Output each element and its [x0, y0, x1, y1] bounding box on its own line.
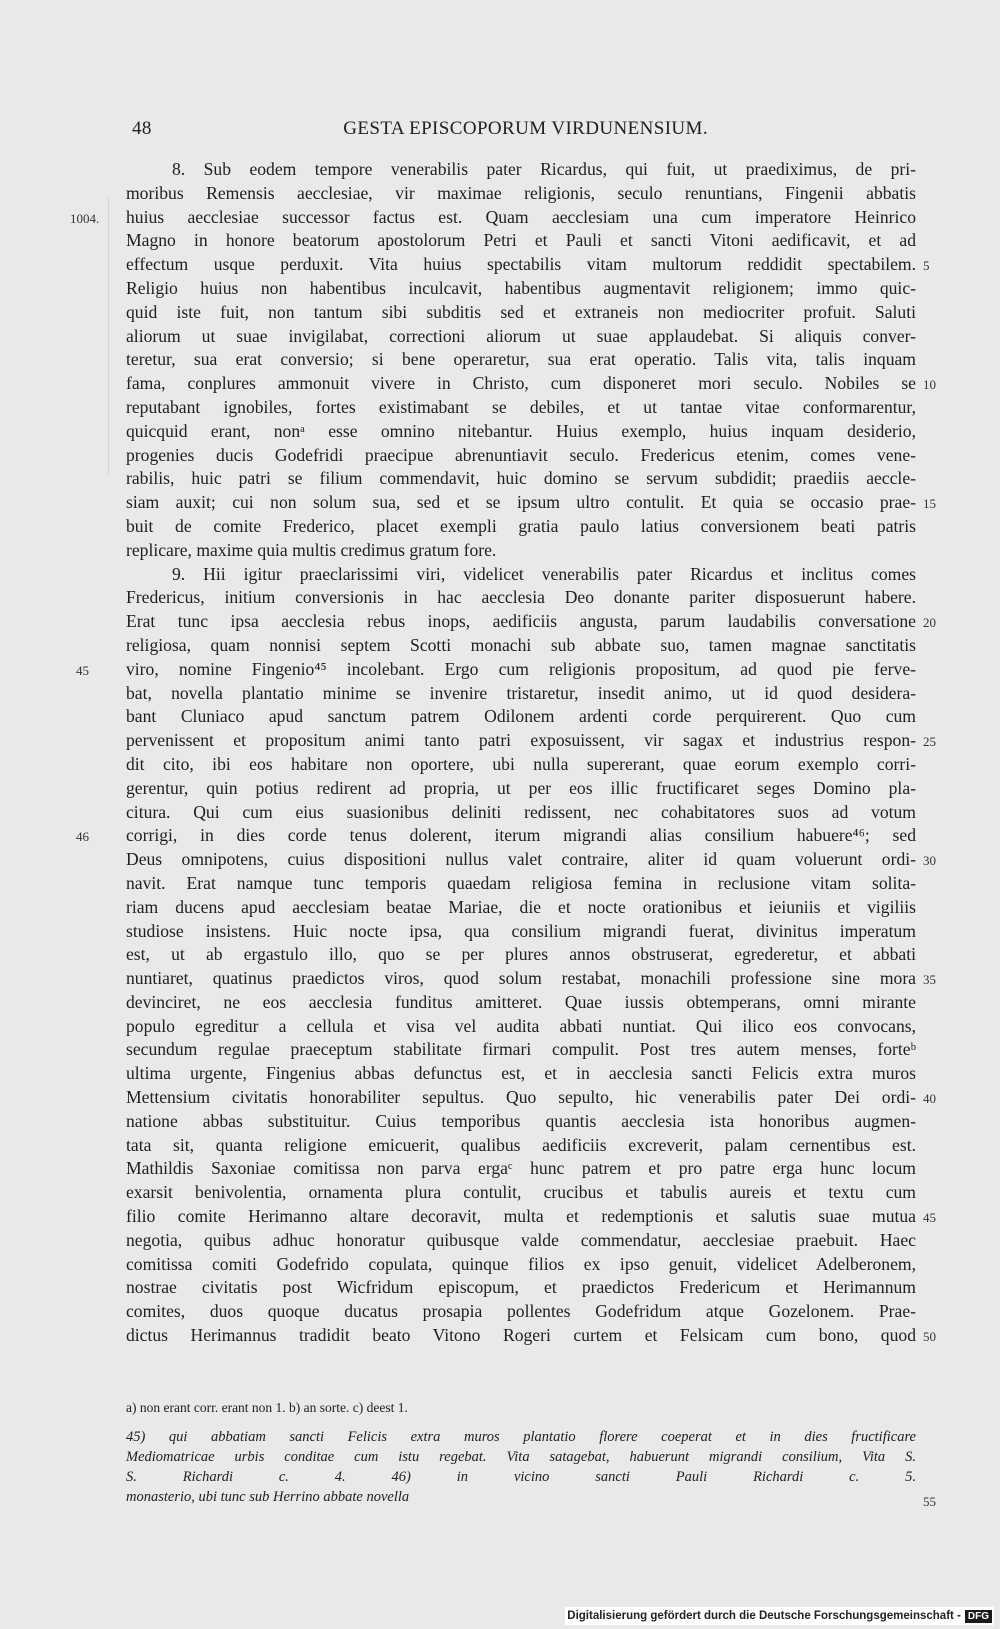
line-number-margin: 40 — [923, 1091, 936, 1107]
text-line-content: nostrae civitatis post Wicfridum episcopum, et praedictos Fredericum et Herimannum — [126, 1277, 916, 1298]
digitization-credit — [565, 1607, 994, 1625]
text-line — [126, 967, 936, 991]
text-line — [126, 515, 916, 539]
text-line-content: Fredericus, initium conversionis in hac aecclesia Deo donante pariter disposuerunt habere. — [126, 587, 916, 608]
text-line — [126, 705, 916, 729]
line-number-margin: 25 — [923, 734, 936, 750]
source-footnotes — [126, 1427, 916, 1507]
text-line-content: effectum usque perduxit. Vita huius spectabilis vitam multorum reddidit spectabilem. — [126, 254, 916, 275]
text-line-content: Mettensium civitatis honorabiliter sepultus. Quo sepulto, hic venerabilis pater Dei ordi- — [126, 1087, 916, 1108]
line-number-margin: 45 — [923, 1210, 936, 1226]
text-line-content: citura. Qui cum eius suasionibus deliniti redissent, nec cohabitatores suos ad votum — [126, 801, 916, 822]
text-line-content: Deus omnipotens, cuius dispositioni nullus valet contraire, aliter id quam voluerunt ordi- — [126, 849, 916, 870]
text-line — [126, 682, 916, 706]
line-number-margin: 55 — [923, 1494, 936, 1509]
text-line-content: est, ut ab ergastulo illo, quo se per plures annos obstruserat, egrederetur, et abbati — [126, 944, 916, 965]
text-line-content: teretur, sua erat conversio; si bene operaretur, sua erat operatio. Talis vita, talis inquam — [126, 349, 916, 370]
text-line — [126, 348, 916, 372]
text-line — [126, 1015, 916, 1039]
text-line-content: 8. Sub eodem tempore venerabilis pater Ricardus, qui fuit, ut praediximus, de pri- — [172, 159, 916, 179]
line-number-margin: 20 — [923, 615, 936, 631]
text-line-content: 9. Hii igitur praeclarissimi viri, videlicet venerabilis pater Ricardus et inclitus comes — [172, 563, 916, 584]
text-line — [126, 277, 916, 301]
main-text — [70, 158, 936, 1348]
text-line-content: corrigi, in dies corde tenus dolerent, iterum migrandi alias consilium habuere⁴⁶; sed — [126, 825, 916, 846]
running-title: GESTA EPISCOPORUM VIRDUNENSIUM. — [343, 118, 708, 139]
text-line — [126, 1324, 936, 1348]
text-line-content: dit cito, ibi eos habitare non oportere, ubi nulla supererant, quae eorum exemplo corri- — [126, 753, 916, 774]
footnote-line-content: 45) qui abbatiam sancti Felicis extra muros plantatio florere coeperat et in dies fructificare — [126, 1429, 916, 1445]
text-line-content: filio comite Herimanno altare decoravit, multa et redemptionis et salutis suae mutua — [126, 1206, 916, 1227]
text-line — [126, 634, 916, 658]
dfg-logo: DFG — [965, 1610, 992, 1623]
critical-notes-text: a) non erant corr. erant non 1. b) an sorte. c) deest 1. — [126, 1400, 408, 1415]
text-line-content: quicquid erant, nonᵃ esse omnino nitebantur. Huius exemplo, huius inquam desiderio, — [126, 420, 916, 441]
text-line — [126, 467, 916, 491]
text-line-content: dictus Herimannus tradidit beato Vitono Rogeri curtem et Felsicam cum bono, quod — [126, 1325, 916, 1346]
text-line-content: reputabant ignobiles, fortes existimabant se debiles, et ut tantae vitae conformarentur, — [126, 396, 916, 417]
text-line — [126, 920, 916, 944]
text-line — [126, 563, 916, 587]
text-line — [126, 253, 930, 277]
text-line — [126, 1110, 916, 1134]
text-line-content: progenies ducis Godefridi praecipue abrenuntiavit seculo. Fredericus etenim, comes vene- — [126, 444, 916, 465]
text-line — [126, 229, 916, 253]
text-line — [126, 729, 936, 753]
line-number-margin: 50 — [923, 1329, 936, 1345]
text-line — [126, 943, 916, 967]
text-line — [126, 539, 916, 563]
text-line-content: comites, duos quoque ducatus prosapia pollentes Godefridum atque Gozelonem. Prae- — [126, 1301, 916, 1322]
text-line — [76, 824, 916, 848]
text-line-content: negotia, quibus adhuc honoratur quibusque valde commendatur, aecclesiae praebuit. Haec — [126, 1229, 916, 1250]
text-line — [70, 206, 916, 230]
text-line — [126, 753, 916, 777]
year-margin-note: 1004. — [70, 210, 100, 226]
text-line-content: devinciret, ne eos aecclesia funditus amitteret. Quae iussis obtemperans, omni mirante — [126, 991, 916, 1012]
footnote-margin-ref: 46 — [76, 829, 89, 845]
text-line — [126, 1086, 936, 1110]
text-line-content: Mathildis Saxoniae comitissa non parva ergaᶜ hunc patrem et pro patre erga hunc locum — [126, 1158, 916, 1179]
text-line-content: religiosa, quam nonnisi septem Scotti monachi sub abbate suo, tamen magnae sanctitatis — [126, 634, 916, 655]
line-number-margin: 15 — [923, 496, 936, 512]
text-line-content: bant Cluniaco apud sanctum patrem Odilonem ardenti corde perquirerent. Quo cum — [126, 706, 916, 727]
text-line-content: tata sit, quanta religione emicuerit, qualibus aedificiis excreverit, palam cernentibus est. — [126, 1134, 916, 1155]
text-line-content: Magno in honore beatorum apostolorum Petri et Pauli et sancti Vitoni aedificavit, et ad — [126, 230, 916, 251]
footnote-line — [126, 1447, 916, 1467]
text-line-content: siam auxit; cui non solum sua, sed et se ipsum ultro contulit. Et quia se occasio prae- — [126, 492, 916, 513]
text-line-content: populo egreditur a cellula et visa vel audita abbati nuntiat. Qui ilico eos convocans, — [126, 1015, 916, 1036]
text-line — [126, 325, 916, 349]
text-line — [126, 1038, 916, 1062]
text-line-content: buit de comite Frederico, placet exempli gratia paulo latius conversionem beati patris — [126, 515, 916, 536]
footnote-line — [126, 1467, 916, 1487]
scan-artifact-line — [108, 196, 109, 476]
text-line-content: secundum regulae praeceptum stabilitate firmari compulit. Post tres autem menses, forteᵇ — [126, 1039, 916, 1060]
text-line — [126, 586, 916, 610]
text-line — [126, 301, 916, 325]
page-number: 48 — [132, 118, 152, 139]
text-line — [126, 396, 916, 420]
text-line — [76, 658, 916, 682]
text-line — [126, 1300, 916, 1324]
text-line — [126, 1134, 916, 1158]
text-line — [126, 610, 936, 634]
text-line — [126, 372, 936, 396]
text-line-content: gerentur, quin potius redirent ad propria, ut per eos illic fructificaret seges Domino pla- — [126, 777, 916, 798]
text-line-content: replicare, maxime quia multis credimus gratum fore. — [126, 539, 497, 560]
text-line-content: quid iste fuit, non tantum sibi subditis sed et extraneis non mediocriter profuit. Saluti — [126, 301, 916, 322]
line-number-margin: 10 — [923, 377, 936, 393]
critical-apparatus — [126, 1398, 916, 1418]
text-line — [126, 491, 936, 515]
text-line — [126, 1229, 916, 1253]
text-line-content: bat, novella plantatio minime se invenire tristaretur, insedit animo, ut id quod desidera- — [126, 682, 916, 703]
text-line — [126, 1157, 916, 1181]
text-line-content: riam ducens apud aecclesiam beatae Mariae, die et nocte orationibus et ieiuniis et vigiliis — [126, 896, 916, 917]
credit-text: Digitalisierung gefördert durch die Deutsche Forschungsgemeinschaft - — [567, 1610, 961, 1622]
text-line-content: natione abbas substituitur. Cuius temporibus quantis aecclesia ista honoribus augmen- — [126, 1110, 916, 1131]
text-line — [126, 1181, 916, 1205]
line-number-margin: 5 — [923, 258, 930, 274]
text-line-content: Erat tunc ipsa aecclesia rebus inops, aedificiis angusta, parum laudabilis conversatione — [126, 611, 916, 632]
text-line — [126, 1276, 916, 1300]
text-line-content: ultima urgente, Fingenius abbas defunctus est, et in aecclesia sancti Felicis extra muros — [126, 1063, 916, 1084]
page-header — [132, 118, 708, 146]
footnote-line-content: Mediomatricae urbis conditae cum istu regebat. Vita satagebat, habuerunt migrandi consilium, Vita S. — [126, 1449, 916, 1465]
text-line-content: rabilis, huic patri se filium commendavit, huic domino se servum subdidit; praediis aeccle- — [126, 468, 916, 489]
text-line-content: pervenissent et propositum animi tanto patri exposuissent, vir sagax et industrius respon- — [126, 730, 916, 751]
text-line — [126, 896, 916, 920]
footnote-line — [126, 1427, 916, 1447]
text-line — [126, 444, 916, 468]
text-line — [126, 777, 916, 801]
text-line — [126, 848, 936, 872]
text-line-content: navit. Erat namque tunc temporis quaedam religiosa femina in reclusione vitam solita- — [126, 872, 916, 893]
text-line-content: nuntiaret, quatinus praedictos viros, quod solum restabat, monachili professione sine mora — [126, 968, 916, 989]
text-line-content: studiose insistens. Huic nocte ipsa, qua consilium migrandi fuerat, divinitus imperatum — [126, 920, 916, 941]
text-line-content: aliorum ut suae invigilabat, correctioni aliorum ut suae applaudebat. Si aliquis conver- — [126, 325, 916, 346]
text-line — [126, 991, 916, 1015]
text-line-content: fama, conplures ammonuit vivere in Christo, cum disponeret mori seculo. Nobiles se — [126, 373, 916, 394]
text-line — [126, 1253, 916, 1277]
text-line — [126, 872, 916, 896]
footnote-line-content: monasterio, ubi tunc sub Herrino abbate novella — [126, 1489, 410, 1505]
text-line — [126, 1062, 916, 1086]
text-line — [126, 182, 916, 206]
text-line — [126, 420, 916, 444]
footnote-margin-ref: 45 — [76, 662, 89, 678]
line-number-margin: 30 — [923, 853, 936, 869]
text-line — [126, 1205, 936, 1229]
footnote-line-content: S. Richardi c. 4. 46) in vicino sancti Pauli Richardi c. 5. — [126, 1469, 916, 1485]
text-line-content: Religio huius non habentibus inculcavit, habentibus augmentavit religionem; immo quic- — [126, 277, 916, 298]
text-line-content: moribus Remensis aecclesiae, vir maximae religionis, seculo renuntians, Fingenii abbatis — [126, 182, 916, 203]
text-line-content: huius aecclesiae successor factus est. Quam aecclesiam una cum imperatore Heinrico — [126, 206, 916, 227]
footnote-line — [126, 1487, 916, 1507]
line-number-margin: 35 — [923, 972, 936, 988]
text-line — [126, 158, 916, 182]
text-line-content: exarsit benivolentia, ornamenta plura contulit, crucibus et tabulis aureis et textu cum — [126, 1182, 916, 1203]
text-line-content: viro, nomine Fingenio⁴⁵ incolebant. Ergo cum religionis propositum, ad quod pie ferve- — [126, 658, 916, 679]
text-line-content: comitissa comiti Godefrido copulata, quinque filios ex ipso genuit, videlicet Adelberonem, — [126, 1253, 916, 1274]
text-line — [126, 801, 916, 825]
